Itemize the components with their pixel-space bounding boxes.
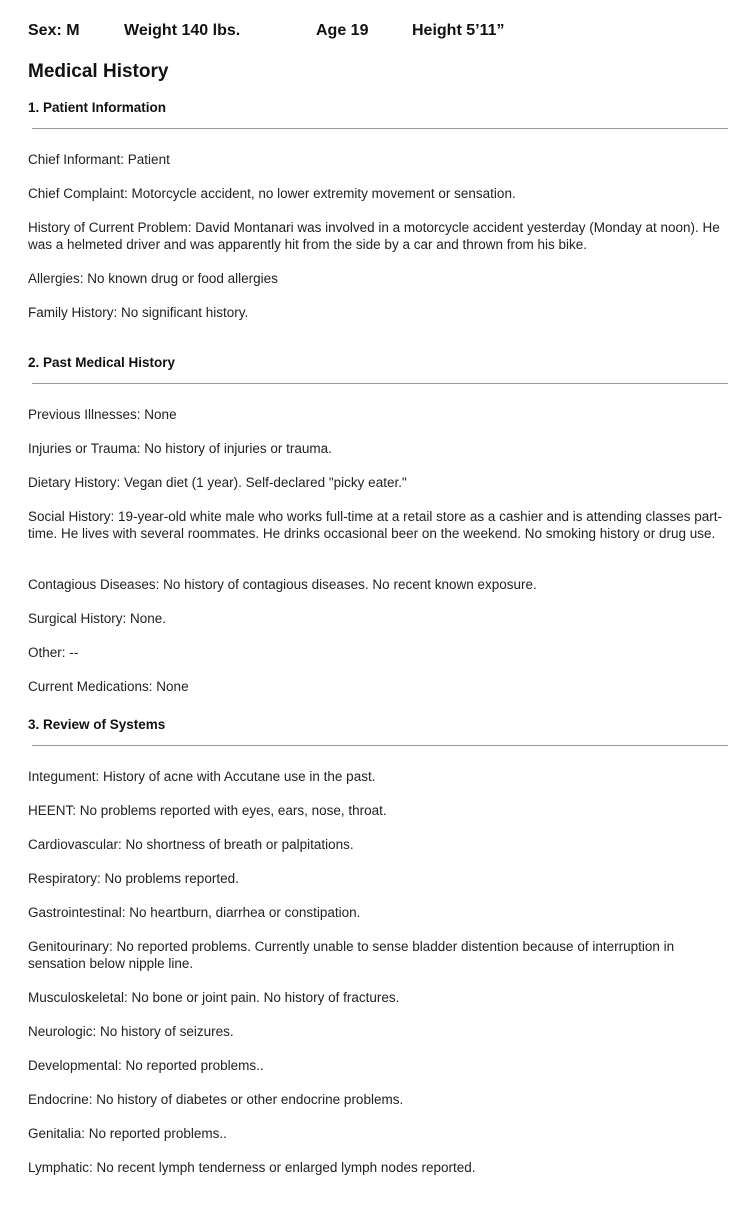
section-divider bbox=[32, 745, 728, 746]
patient-vitals-row bbox=[28, 22, 728, 44]
entry-developmental: Developmental: No reported problems.. bbox=[28, 1058, 264, 1073]
height-value: Height 5’11” bbox=[412, 22, 505, 39]
entry-dietary-history: Dietary History: Vegan diet (1 year). Self-declared "picky eater." bbox=[28, 475, 407, 490]
entry-chief-informant: Chief Informant: Patient bbox=[28, 152, 170, 167]
entry-lymphatic: Lymphatic: No recent lymph tenderness or enlarged lymph nodes reported. bbox=[28, 1160, 476, 1175]
entry-cardiovascular: Cardiovascular: No shortness of breath or palpitations. bbox=[28, 837, 354, 852]
entry-injuries-or-trauma: Injuries or Trauma: No history of injuries or trauma. bbox=[28, 441, 332, 456]
section-divider bbox=[32, 128, 728, 129]
entry-musculoskeletal: Musculoskeletal: No bone or joint pain. No history of fractures. bbox=[28, 990, 400, 1005]
section-heading-past-medical-history: 2. Past Medical History bbox=[28, 355, 176, 370]
age-value: Age 19 bbox=[316, 22, 369, 39]
entry-history-of-current-problem: History of Current Problem: David Montanari was involved in a motorcycle accident yesterday (Monday at noon). He was a helmeted driver and was apparently hit from the side by a car and thrown from his bike. bbox=[28, 220, 720, 252]
entry-previous-illnesses: Previous Illnesses: None bbox=[28, 407, 177, 422]
entry-genitourinary: Genitourinary: No reported problems. Currently unable to sense bladder distention because of interruption in sensation below nipple line. bbox=[28, 939, 675, 971]
section-divider bbox=[32, 383, 728, 384]
entry-other: Other: -- bbox=[28, 645, 79, 660]
entry-integument: Integument: History of acne with Accutane use in the past. bbox=[28, 769, 376, 784]
section-heading-review-of-systems: 3. Review of Systems bbox=[28, 717, 166, 732]
entry-family-history: Family History: No significant history. bbox=[28, 305, 249, 320]
entry-social-history: Social History: 19-year-old white male who works full-time at a retail store as a cashier and is attending classes part-time. He lives with several roommates. He drinks occasional beer on the weekend. No smoking history or drug use. bbox=[28, 509, 723, 541]
weight-value: Weight 140 lbs. bbox=[124, 22, 241, 39]
entry-respiratory: Respiratory: No problems reported. bbox=[28, 871, 239, 886]
entry-chief-complaint: Chief Complaint: Motorcycle accident, no lower extremity movement or sensation. bbox=[28, 186, 516, 201]
sex-value: Sex: M bbox=[28, 22, 80, 39]
page-title: Medical History bbox=[28, 61, 169, 82]
entry-endocrine: Endocrine: No history of diabetes or other endocrine problems. bbox=[28, 1092, 404, 1107]
entry-allergies: Allergies: No known drug or food allergies bbox=[28, 271, 278, 286]
entry-current-medications: Current Medications: None bbox=[28, 679, 189, 694]
entry-heent: HEENT: No problems reported with eyes, ears, nose, throat. bbox=[28, 803, 387, 818]
entry-surgical-history: Surgical History: None. bbox=[28, 611, 167, 626]
section-heading-patient-information: 1. Patient Information bbox=[28, 100, 167, 115]
entry-contagious-diseases: Contagious Diseases: No history of contagious diseases. No recent known exposure. bbox=[28, 577, 537, 592]
entry-gastrointestinal: Gastrointestinal: No heartburn, diarrhea or constipation. bbox=[28, 905, 361, 920]
entry-genitalia: Genitalia: No reported problems.. bbox=[28, 1126, 227, 1141]
entry-neurologic: Neurologic: No history of seizures. bbox=[28, 1024, 234, 1039]
